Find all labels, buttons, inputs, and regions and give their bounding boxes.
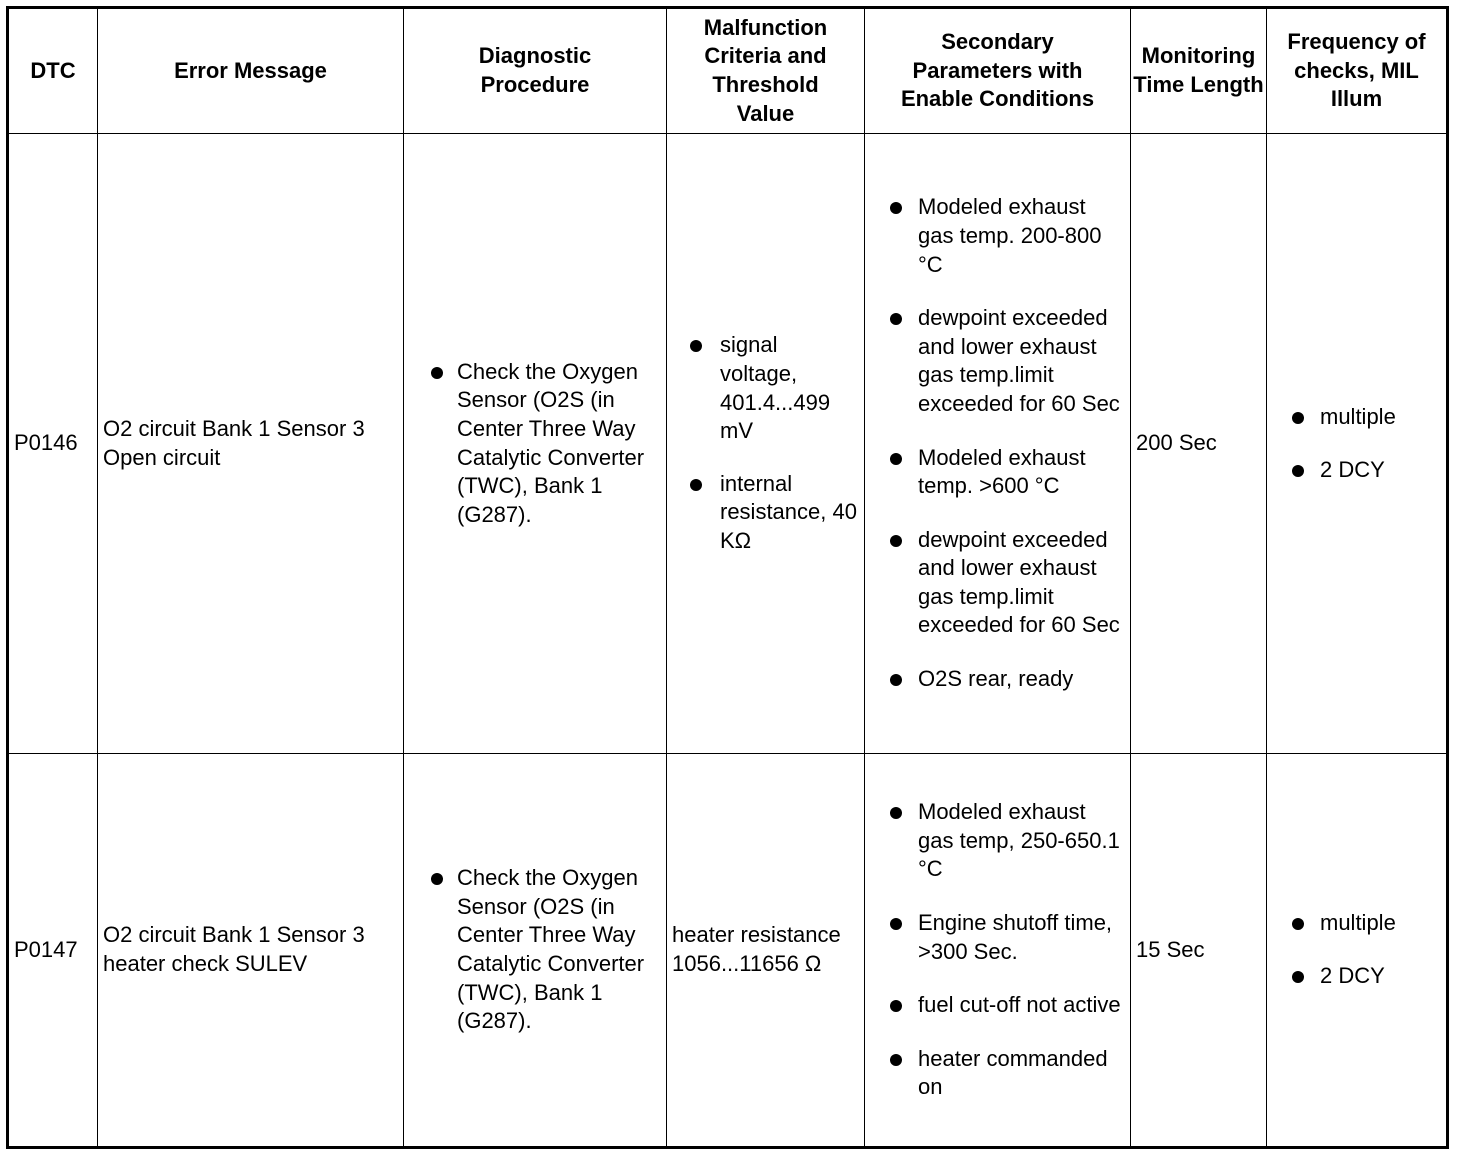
dtc-code: P0146 [8,134,98,754]
header-monitoring-time: Monitoring Time Length [1131,8,1267,134]
diagnostic-procedure [404,134,667,754]
malfunction-criteria [667,134,865,754]
list-item: Modeled exhaust gas temp, 250-650.1 °C [870,798,1125,884]
monitoring-time: 200 Sec [1131,134,1267,754]
list-item: dewpoint exceeded and lower exhaust gas temp.limit exceeded for 60 Sec [870,526,1125,640]
list-item: dewpoint exceeded and lower exhaust gas temp.limit exceeded for 60 Sec [870,304,1125,418]
header-secondary-parameters: Secondary Parameters with Enable Conditions [865,8,1131,134]
error-message: O2 circuit Bank 1 Sensor 3 Open circuit [98,134,404,754]
error-message: O2 circuit Bank 1 Sensor 3 heater check SULEV [98,754,404,1148]
list-item: signal voltage, 401.4...499 mV [672,331,859,445]
list-item: 2 DCY [1272,456,1441,485]
list-item: multiple [1272,909,1441,938]
list-item: heater commanded on [870,1045,1125,1102]
frequency [1267,134,1448,754]
list-item: Modeled exhaust temp. >600 °C [870,444,1125,501]
dtc-code: P0147 [8,754,98,1148]
malfunction-criteria: heater resistance 1056...11656 Ω [667,754,865,1148]
list-item: internal resistance, 40 KΩ [672,470,859,556]
frequency [1267,754,1448,1148]
header-dtc: DTC [8,8,98,134]
monitoring-time: 15 Sec [1131,754,1267,1148]
header-frequency: Frequency of checks, MIL Illum [1267,8,1448,134]
table-row [8,754,1448,1148]
list-item: fuel cut-off not active [870,991,1125,1020]
header-malfunction-criteria: Malfunction Criteria and Threshold Value [667,8,865,134]
list-item: Check the Oxygen Sensor (O2S (in Center Three Way Catalytic Converter (TWC), Bank 1 (G287). [409,358,661,530]
secondary-parameters [865,754,1131,1148]
list-item: Modeled exhaust gas temp. 200-800 °C [870,193,1125,279]
list-item: multiple [1272,403,1441,432]
header-row [8,8,1448,134]
table-row [8,134,1448,754]
header-error-message: Error Message [98,8,404,134]
diagnostic-procedure [404,754,667,1148]
list-item: O2S rear, ready [870,665,1125,694]
list-item: 2 DCY [1272,962,1441,991]
header-diagnostic-procedure: Diagnostic Procedure [404,8,667,134]
dtc-table [6,6,1449,1149]
list-item: Engine shutoff time, >300 Sec. [870,909,1125,966]
list-item: Check the Oxygen Sensor (O2S (in Center Three Way Catalytic Converter (TWC), Bank 1 (G287). [409,864,661,1036]
secondary-parameters [865,134,1131,754]
